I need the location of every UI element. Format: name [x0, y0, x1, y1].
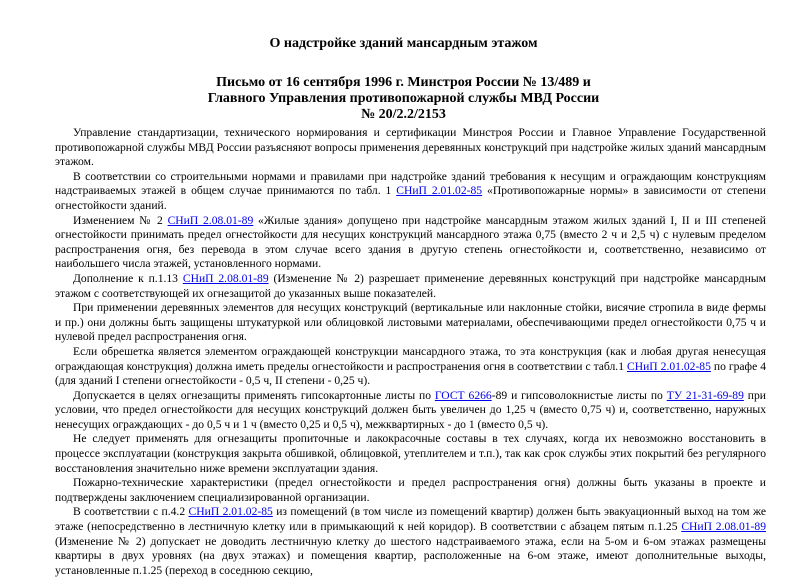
paragraph-text: (Изменение № 2) разрешает применение деревянных конструкций при надстройке мансардным этажом с соответствующей их огнезащитой до указанных выше показателей. — [55, 271, 766, 300]
document-subtitle — [0, 75, 807, 123]
document-reference-link[interactable]: СНиП 2.01.02-85 — [396, 184, 483, 198]
paragraph — [55, 170, 766, 214]
paragraph-text: -89 и гипсоволокнистые листы по — [491, 388, 667, 402]
paragraph-text: «Жилые здания» допущено при надстройке мансардным этажом жилых зданий I, II и III степеней огнестойкости принимать предел огнестойкости для несущих конструкций мансардного этажа 0,75 (вместо 2 ч и 2,5 ч) с нулевым пределом распространения огня, без перевода в этом случае всего здания в другую степень огнестойкости и, соответственно, независимо от наибольшего числа этажей, установленного нормами. — [55, 213, 766, 271]
paragraph-text: В соответствии со строительными нормами и правилами при надстройке зданий требования к несущим и ограждающим конструкциям надстраиваемых этажей в общем случае принимаются по табл. 1 — [55, 169, 766, 198]
paragraph — [55, 126, 766, 170]
paragraph — [55, 432, 766, 476]
paragraph — [55, 214, 766, 272]
paragraph-text: При применении деревянных элементов для несущих конструкций (вертикальные или наклонные стойки, висячие стропила в виде фермы и пр.) они должны быть защищены штукатуркой или облицовкой листовыми материалами, обеспечивающими предел огнестойкости 0,75 ч и нулевой предел распространения огня. — [55, 301, 766, 344]
document-reference-link[interactable]: СНиП 2.01.02-85 — [188, 505, 273, 519]
document-body — [55, 126, 766, 578]
document-reference-link[interactable]: ТУ 21-31-69-89 — [666, 388, 744, 402]
document-title: О надстройке зданий мансардным этажом — [269, 36, 538, 51]
paragraph — [55, 272, 766, 301]
subtitle-line: № 20/2.2/2153 — [361, 107, 446, 122]
paragraph — [55, 301, 766, 345]
paragraph-text: Пожарно-технические характеристики (предел огнестойкости и предел распространения огня) должны быть указаны в проекте и подтверждены заключением специализированной организации. — [55, 476, 766, 504]
paragraph-text: из помещений (в том числе из помещений квартир) должен быть эвакуационный выход на том же этаже (непосредственно в лестничную клетку или в примыкающий к ней коридор). В соответствии с абзацем пятым п.1.25 — [55, 505, 766, 534]
paragraph-text: В соответствии с п.4.2 — [73, 505, 189, 519]
paragraph-text: по графе 4 (для зданий I степени огнестойкости - 0,5 ч, II степени - 0,25 ч). — [55, 359, 766, 388]
subtitle-line: Письмо от 16 сентября 1996 г. Минстроя России № 13/489 и — [216, 75, 591, 90]
paragraph-text: Дополнение к п.1.13 — [73, 271, 183, 285]
paragraph-text: (Изменение № 2) допускает не доводить лестничную клетку до шестого надстраиваемого этажа, если на 5-ом и 6-ом этажах размещены квартиры в двух уровнях (на двух этажах) и помещения квартир, расположенные на 6-ом этаже, имеют дополнительные выходы, установленные п.1.25 (переход в соседнюю секцию, — [55, 534, 766, 577]
document-reference-link[interactable]: СНиП 2.01.02-85 — [627, 359, 711, 373]
paragraph-text: Изменением № 2 — [73, 213, 168, 227]
paragraph — [55, 476, 766, 505]
paragraph-text: Если обрешетка является элементом ограждающей конструкции мансардного этажа, то эта конструкция (как и любая другая ненесущая ограждающая конструкция) должна иметь пределы огнестойкости и распространения огня в соответствии с табл.1 — [55, 344, 766, 373]
paragraph — [55, 389, 766, 433]
paragraph-text: при условии, что предел огнестойкости для несущих конструкций должен быть увеличен до 1,25 ч (вместо 0,75 ч) и, соответственно, наружных ненесущих ограждающих - до 0,5 ч и 1 ч (вместо 0,25 и 0,5 ч), межквартирных - до 1 (вместо 0,5 ч). — [55, 388, 766, 431]
paragraph-text: Управление стандартизации, технического нормирования и сертификации Минстроя России и Главное Управление Государственной противопожарной службы МВД России разъясняют вопросы применения деревянных конструкций при надстройке жилых зданий мансардным этажом. — [55, 126, 766, 169]
paragraph — [55, 345, 766, 389]
document-reference-link[interactable]: СНиП 2.08.01-89 — [681, 520, 767, 534]
paragraph-text: «Противопожарные нормы» в зависимости от степени огнестойкости зданий. — [55, 184, 766, 212]
subtitle-line: Главного Управления противопожарной службы МВД России — [207, 91, 600, 106]
document-reference-link[interactable]: ГОСТ 6266 — [434, 388, 492, 402]
document-reference-link[interactable]: СНиП 2.08.01-89 — [182, 271, 269, 285]
document-reference-link[interactable]: СНиП 2.08.01-89 — [167, 213, 254, 227]
paragraph — [55, 505, 766, 578]
paragraph-text: Допускается в целях огнезащиты применять гипсокартонные листы по — [73, 388, 435, 402]
paragraph-text: Не следует применять для огнезащиты пропиточные и лакокрасочные составы в тех случаях, когда их невозможно восстановить в процессе эксплуатации (конструкция закрыта обшивкой, облицовкой, утеплителем и т.п.), так как срок службы этих покрытий без регулярного восстановления значительно ниже времени эксплуатации здания. — [55, 432, 766, 475]
